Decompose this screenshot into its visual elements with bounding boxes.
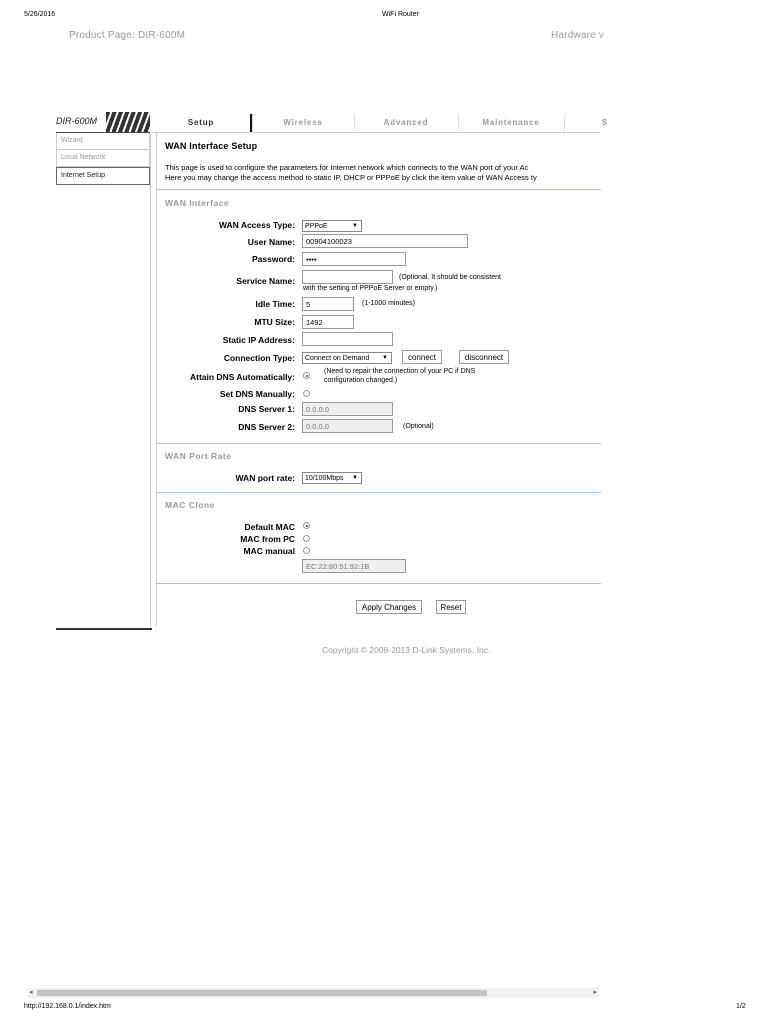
username-input[interactable]: 00904100023 (302, 234, 468, 248)
connection-type-value: Connect on Demand (305, 355, 370, 362)
dns-server-1-label: DNS Server 1: (238, 404, 295, 414)
tab-status[interactable]: S (564, 114, 645, 132)
print-date: 5/26/2016 (24, 11, 56, 18)
mac-manual-label: MAC manual (243, 546, 295, 556)
set-dns-manually-radio[interactable] (303, 390, 310, 397)
dlink-logo (56, 112, 150, 133)
section-divider (157, 189, 601, 190)
hardware-version-label: Hardware v (551, 30, 605, 41)
wan-port-rate-label: WAN port rate: (235, 473, 295, 483)
sidebar (56, 133, 151, 628)
router-panel (56, 112, 609, 658)
copyright-text: Copyright © 2008-2013 D-Link Systems, Inc. (322, 645, 491, 655)
service-name-label: Service Name: (236, 276, 295, 286)
main-content (156, 133, 601, 626)
scrollbar-thumb[interactable] (37, 990, 487, 996)
footer-url: http://192.168.0.1/index.htm (24, 1003, 111, 1010)
wan-access-type-value: PPPoE (305, 223, 328, 230)
tab-wireless[interactable]: Wireless (252, 114, 353, 132)
scroll-right-icon[interactable]: ▸ (593, 989, 597, 996)
tab-maintenance[interactable]: Maintenance (458, 114, 563, 132)
attain-dns-radio[interactable] (303, 372, 310, 379)
service-name-input[interactable] (302, 270, 393, 284)
attain-dns-label: Attain DNS Automatically: (189, 372, 295, 382)
disconnect-button[interactable]: disconnect (459, 350, 509, 364)
service-name-note2: with the setting of PPPoE Server or empty.) (303, 285, 438, 292)
default-mac-label: Default MAC (244, 522, 295, 532)
sidebar-item-wizard[interactable]: Wizard (56, 133, 150, 150)
password-label: Password: (252, 254, 295, 264)
mtu-size-label: MTU Size: (254, 317, 295, 327)
attain-dns-note1: (Need to repair the connection of your PC if DNS (324, 368, 476, 375)
mac-address-input[interactable]: EC:22:80:51:92:1B (302, 559, 406, 573)
section-wan-port-rate: WAN Port Rate (165, 451, 232, 461)
connect-button[interactable]: connect (402, 350, 442, 364)
section-wan-interface: WAN Interface (165, 198, 230, 208)
mac-from-pc-radio[interactable] (303, 535, 310, 542)
idle-time-label: Idle Time: (255, 299, 295, 309)
set-dns-manually-label: Set DNS Manually: (219, 389, 295, 399)
dns-server-2-label: DNS Server 2: (238, 422, 295, 432)
sidebar-bottom-rule (56, 628, 152, 630)
product-page-label: Product Page: DIR-600M (69, 30, 186, 41)
dns-server-1-input[interactable]: 0.0.0.0 (302, 402, 393, 416)
wan-port-rate-select[interactable] (302, 472, 362, 484)
sidebar-item-local-network[interactable]: Local Network (56, 150, 150, 167)
chevron-down-icon: ▼ (352, 223, 358, 229)
chevron-down-icon: ▼ (382, 355, 388, 361)
username-label: User Name: (247, 237, 295, 247)
attain-dns-note2: configuration changed.) (324, 377, 398, 384)
default-mac-radio[interactable] (303, 522, 310, 529)
connection-type-select[interactable] (302, 352, 392, 364)
tab-advanced[interactable]: Advanced (354, 114, 457, 132)
footer-page-number: 1/2 (736, 1003, 746, 1010)
sidebar-item-internet-setup[interactable]: Internet Setup (56, 167, 150, 185)
page-title: WAN Interface Setup (165, 141, 258, 151)
mtu-size-input[interactable]: 1492 (302, 315, 354, 329)
section-divider (157, 492, 601, 493)
tab-setup[interactable]: Setup (152, 114, 252, 132)
reset-button[interactable]: Reset (436, 600, 466, 614)
wan-access-type-label: WAN Access Type: (218, 220, 295, 230)
print-title: WiFi Router (382, 11, 419, 18)
chevron-down-icon: ▼ (352, 475, 358, 481)
wan-port-rate-value: 10/100Mbps (305, 475, 344, 482)
section-mac-clone: MAC Clone (165, 500, 215, 510)
section-divider (157, 583, 601, 584)
logo-text: DIR-600M (56, 116, 98, 126)
connection-type-label: Connection Type: (223, 353, 295, 363)
dns-server-2-input[interactable]: 0.0.0.0 (302, 419, 393, 433)
idle-time-input[interactable]: 5 (302, 297, 354, 311)
password-input[interactable]: •••• (302, 252, 406, 266)
logo-stripes-icon (106, 112, 150, 132)
dns-server-2-note: (Optional) (403, 423, 434, 430)
apply-changes-button[interactable]: Apply Changes (356, 600, 422, 614)
mac-from-pc-label: MAC from PC (240, 534, 295, 544)
service-name-note1: (Optional. It should be consistent (399, 274, 501, 281)
page-description-line1: This page is used to configure the parameters for Internet network which connects to the WAN port of your Ac (165, 163, 529, 172)
scroll-left-icon[interactable]: ◂ (29, 989, 33, 996)
wan-access-type-select[interactable] (302, 220, 362, 232)
static-ip-input[interactable] (302, 332, 393, 346)
section-divider (157, 443, 601, 444)
horizontal-scrollbar[interactable] (27, 988, 599, 998)
static-ip-label: Static IP Address: (222, 335, 295, 345)
idle-time-note: (1-1000 minutes) (362, 300, 415, 307)
mac-manual-radio[interactable] (303, 547, 310, 554)
page-description-line2: Here you may change the access method to static IP, DHCP or PPPoE by click the item value of WAN Access ty (165, 173, 537, 182)
